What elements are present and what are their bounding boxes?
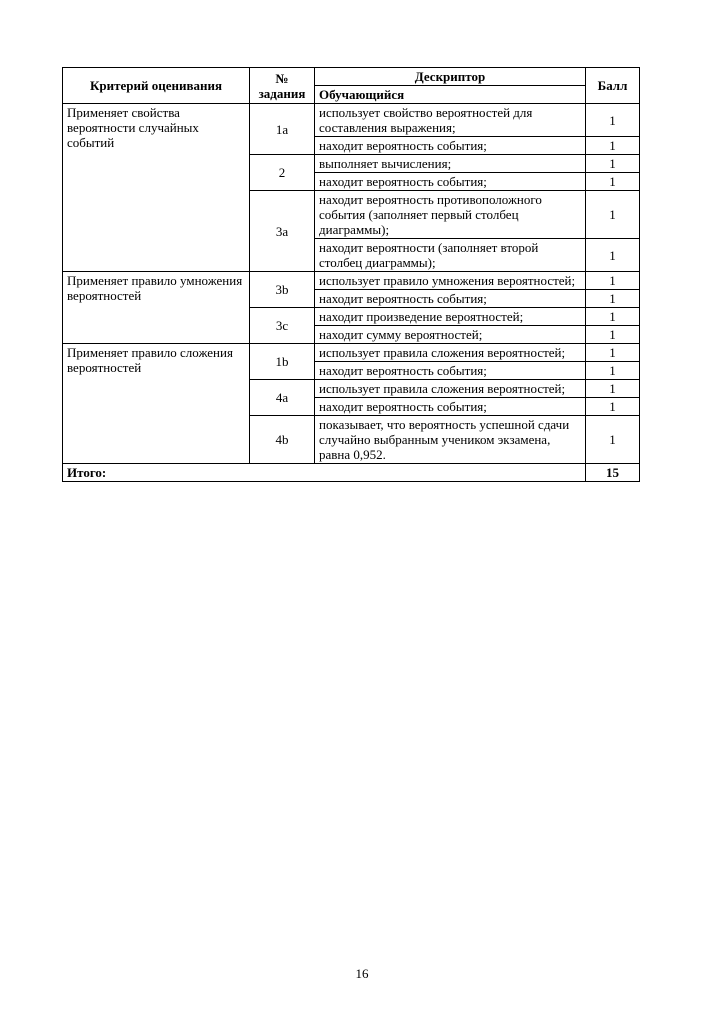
task-number-symbol: №	[275, 70, 289, 86]
task-number-cell: 3c	[250, 308, 315, 344]
descriptor-cell: находит вероятность события;	[315, 398, 586, 416]
task-number-cell: 1a	[250, 104, 315, 155]
descriptor-cell: использует свойство вероятностей для составления выражения;	[315, 104, 586, 137]
descriptor-cell: находит произведение вероятностей;	[315, 308, 586, 326]
score-cell: 1	[586, 137, 640, 155]
score-cell: 1	[586, 191, 640, 239]
task-number-cell: 1b	[250, 344, 315, 380]
table-row	[63, 272, 640, 290]
criterion-cell: Применяет свойства вероятности случайных событий	[63, 104, 250, 272]
rubric-body	[63, 104, 640, 482]
table-row	[63, 104, 640, 137]
score-cell: 1	[586, 173, 640, 191]
score-cell: 1	[586, 326, 640, 344]
score-header: Балл	[586, 68, 640, 104]
score-cell: 1	[586, 344, 640, 362]
total-label: Итого:	[63, 464, 586, 482]
table-row	[63, 344, 640, 362]
score-cell: 1	[586, 308, 640, 326]
criterion-cell: Применяет правило сложения вероятностей	[63, 344, 250, 464]
descriptor-cell: показывает, что вероятность успешной сдачи случайно выбранным учеником экзамена, равна 0,952.	[315, 416, 586, 464]
total-row	[63, 464, 640, 482]
task-number-cell: 2	[250, 155, 315, 191]
task-number-cell: 3a	[250, 191, 315, 272]
descriptor-cell: использует правило умножения вероятностей;	[315, 272, 586, 290]
score-cell: 1	[586, 104, 640, 137]
task-number-label: задания	[258, 85, 306, 101]
score-cell: 1	[586, 398, 640, 416]
descriptor-cell: выполняет вычисления;	[315, 155, 586, 173]
descriptor-cell: находит вероятность события;	[315, 362, 586, 380]
score-cell: 1	[586, 272, 640, 290]
score-cell: 1	[586, 239, 640, 272]
descriptor-cell: находит вероятность события;	[315, 137, 586, 155]
score-cell: 1	[586, 416, 640, 464]
page-number: 16	[355, 966, 369, 981]
task-number-cell: 4b	[250, 416, 315, 464]
criterion-header: Критерий оценивания	[63, 68, 250, 104]
descriptor-cell: находит вероятность события;	[315, 173, 586, 191]
assessment-rubric-table	[62, 67, 640, 482]
task-number-cell: 4a	[250, 380, 315, 416]
total-score: 15	[586, 464, 640, 482]
score-cell: 1	[586, 380, 640, 398]
descriptor-header: Дескриптор	[315, 68, 586, 86]
task-number-cell: 3b	[250, 272, 315, 308]
descriptor-cell: использует правила сложения вероятностей;	[315, 344, 586, 362]
descriptor-cell: использует правила сложения вероятностей;	[315, 380, 586, 398]
learner-subheader: Обучающийся	[315, 86, 586, 104]
score-cell: 1	[586, 290, 640, 308]
descriptor-cell: находит вероятность противоположного события (заполняет первый столбец диаграммы);	[315, 191, 586, 239]
descriptor-cell: находит вероятность события;	[315, 290, 586, 308]
score-cell: 1	[586, 362, 640, 380]
descriptor-cell: находит вероятности (заполняет второй столбец диаграммы);	[315, 239, 586, 272]
task-number-header	[250, 68, 315, 104]
criterion-cell: Применяет правило умножения вероятностей	[63, 272, 250, 344]
descriptor-cell: находит сумму вероятностей;	[315, 326, 586, 344]
score-cell: 1	[586, 155, 640, 173]
header-row	[63, 68, 640, 86]
